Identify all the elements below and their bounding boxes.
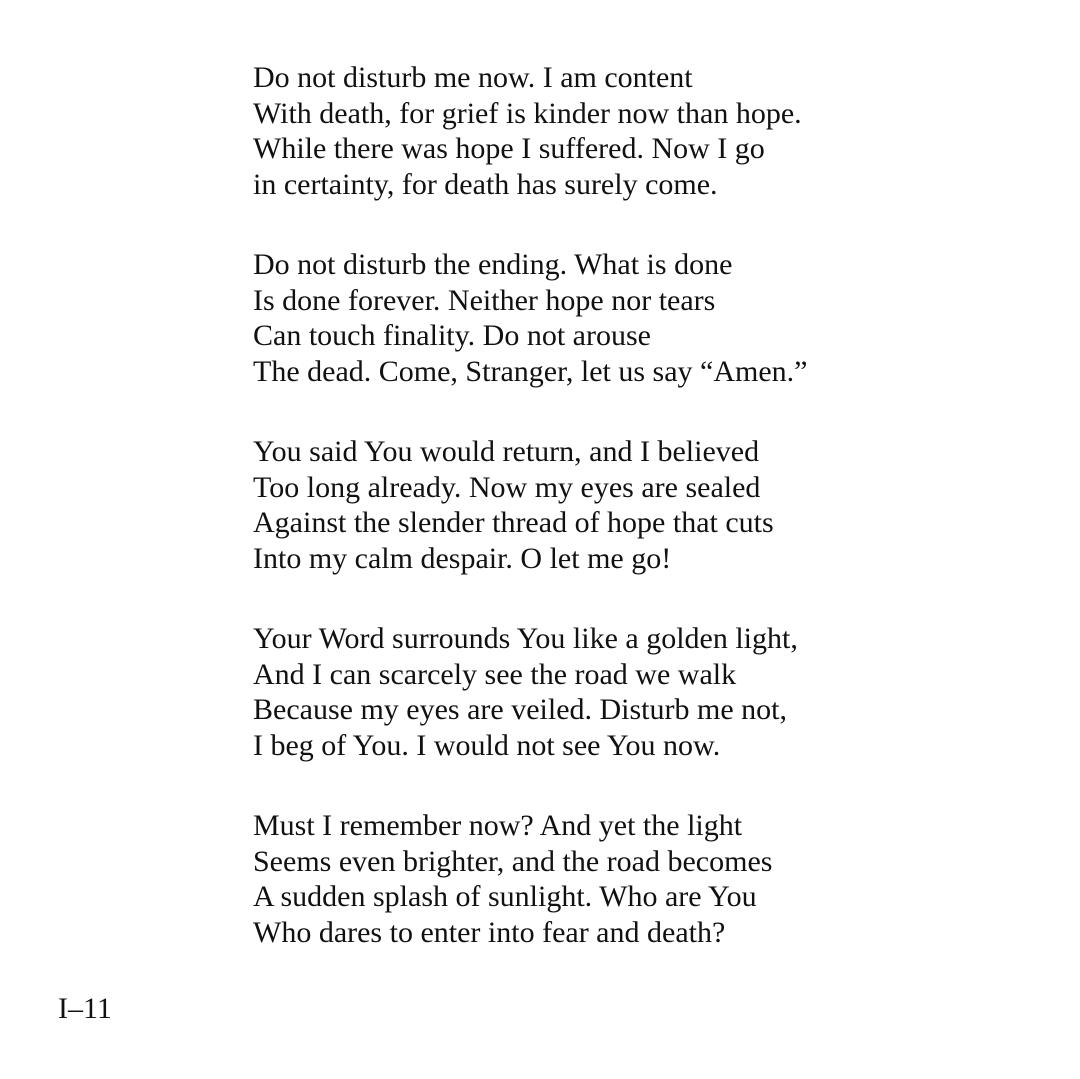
stanza-5 bbox=[253, 808, 1013, 950]
poem-line: The dead. Come, Stranger, let us say “Amen.” bbox=[253, 354, 808, 388]
stanza-1 bbox=[253, 60, 1013, 202]
poem-line: Do not disturb me now. I am content bbox=[253, 61, 693, 94]
poem-line: Can touch finality. Do not arouse bbox=[253, 319, 651, 352]
poem-line: Into my calm despair. O let me go! bbox=[253, 541, 672, 575]
poem-line: With death, for grief is kinder now than hope. bbox=[253, 96, 802, 130]
poem-line: Against the slender thread of hope that cuts bbox=[253, 506, 774, 539]
poem-body bbox=[253, 60, 1013, 995]
poem-line: Is done forever. Neither hope nor tears bbox=[253, 283, 716, 317]
poem-line: I beg of You. I would not see You now. bbox=[253, 728, 721, 762]
poem-line: Your Word surrounds You like a golden light, bbox=[253, 622, 798, 655]
page-number: I–11 bbox=[58, 992, 112, 1025]
poem-line: While there was hope I suffered. Now I go bbox=[253, 132, 765, 165]
poem-line: And I can scarcely see the road we walk bbox=[253, 657, 737, 691]
stanza-3 bbox=[253, 434, 1013, 576]
poem-line: A sudden splash of sunlight. Who are You bbox=[253, 880, 757, 913]
poem-line: Seems even brighter, and the road becomes bbox=[253, 844, 773, 878]
stanza-4 bbox=[253, 621, 1013, 763]
poem-line: Must I remember now? And yet the light bbox=[253, 809, 743, 842]
poem-line: Do not disturb the ending. What is done bbox=[253, 248, 733, 281]
poem-line: Who dares to enter into fear and death? bbox=[253, 915, 726, 949]
poem-line: You said You would return, and I believed bbox=[253, 435, 760, 468]
poem-line: Too long already. Now my eyes are sealed bbox=[253, 470, 761, 504]
poem-line: Because my eyes are veiled. Disturb me not, bbox=[253, 693, 787, 726]
stanza-2 bbox=[253, 247, 1013, 389]
poem-line: in certainty, for death has surely come. bbox=[253, 167, 718, 201]
